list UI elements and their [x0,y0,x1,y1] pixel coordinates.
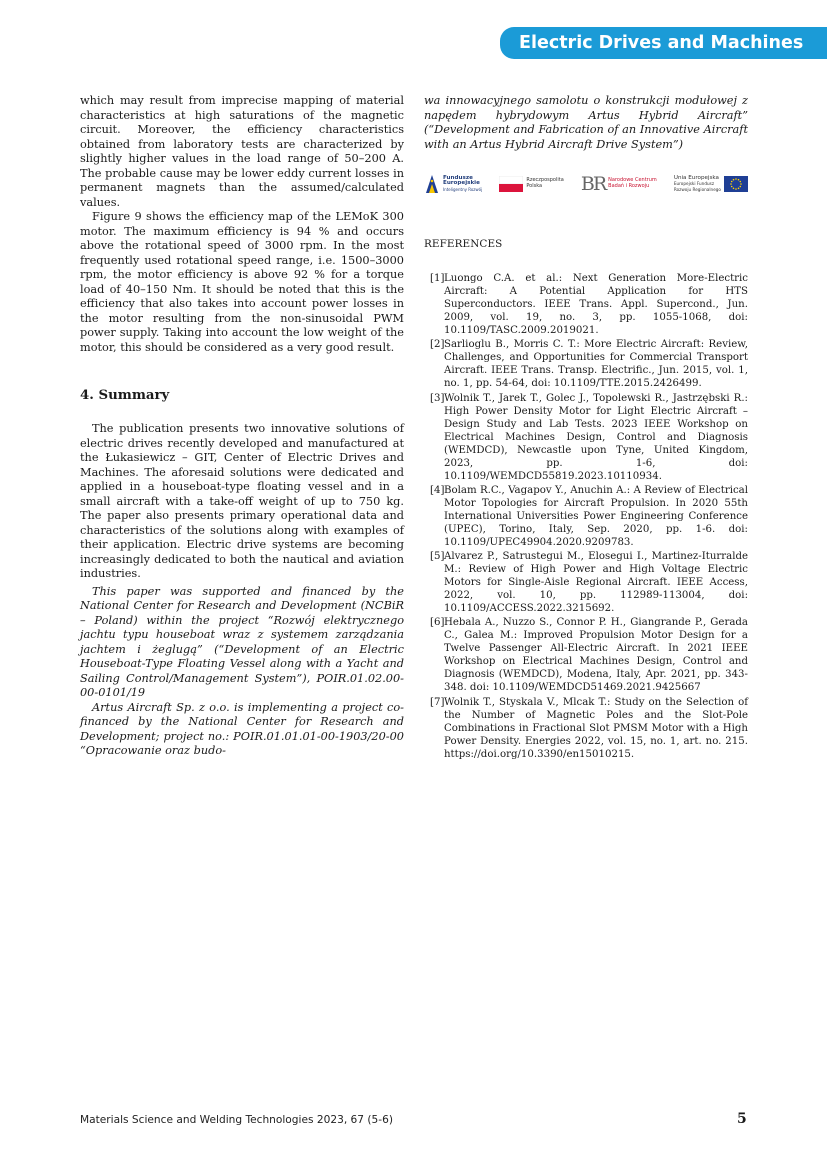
fundusze-europejskie-icon [424,173,440,195]
funding-logos [424,169,748,199]
reference-item [424,550,748,615]
eu-flag-icon [724,176,748,192]
reference-text: Luongo C.A. et al.: Next Generation More-Electric Aircraft: A Potential Application for HTS Superconductors. IEEE Trans. Appl. Supercond., Jun. 2009, vol. 19, no. 3, pp. 1055-1068, doi: 10.1109/TASC.2009.2019021. [444,273,748,336]
references-title: REFERENCES [424,238,503,250]
reference-text: Bolam R.C., Vagapov Y., Anuchin A.: A Review of Electrical Motor Topologies for Aircraft Propulsion. In 2020 55th International Universities Power Engineering Conference (UPEC), Torino, Italy, Sep. 2020, pp. 1-6. doi: 10.1109/UPEC49904.2020.9209783. [444,484,748,548]
rzeczpospolita-polska-logo: Rzeczpospolita Polska [499,176,563,192]
acknowledgement-paragraph: Artus Aircraft Sp. z o.o. is implementing a project co-financed by the National Center for Research and Development; project no.: POIR.01.01.01-00-1903/20-00 “Opracowanie oraz budo- [80,700,404,757]
reference-number: [6] [430,617,445,629]
body-paragraph: which may result from imprecise mapping of material characteristics at high saturations of the magnetic circuit. Moreover, the efficiency characteristics obtained from laboratory tests are characterized by slightly higher values in the load range of 50–200 A. The probable cause may be lower eddy current losses in permanent magnets than the assumed/calculated values. [80,94,404,209]
reference-item [424,616,748,694]
reference-number: [4] [430,484,445,496]
section-header-tab: Electric Drives and Machines [500,27,827,59]
left-column [80,94,404,759]
reference-number: [5] [430,551,445,563]
reference-number: [7] [430,696,445,708]
fundusze-europejskie-logo: Fundusze Europejskie Inteligentny Rozwój [424,173,482,195]
reference-number: [2] [430,339,445,351]
summary-paragraph: The publication presents two innovative solutions of electric drives recently developed and manufactured at the Łukasiewicz – GIT, Center of Electric Drives and Machines. The aforesaid solutions were dedicated and applied in a houseboat-type floating vessel and in a small aircraft with a take-off weight of up to 750 kg. The paper also presents primary operational data and characteristics of the solutions along with examples of their application. Electric drive systems are becoming increasingly dedicated to both the nautical and aviation industries. [80,422,404,580]
ncbr-mark: BR [580,173,606,195]
polish-flag-icon [499,176,523,192]
reference-item [424,484,748,549]
summary-heading: 4. Summary [80,388,170,403]
unia-europejska-logo: Unia Europejska Europejski Fundusz Rozwoju Regionalnego [674,176,748,193]
reference-number: [3] [430,392,445,404]
reference-text: Sarlioglu B., Morris C. T.: More Electric Aircraft: Review, Challenges, and Opportunities for Commercial Transport Aircraft. IEEE Trans. Transp. Electrific., Jun. 2015, vol. 1, no. 1, pp. 54-64, doi: 10.1109/TTE.2015.2426499. [444,339,748,390]
reference-text: Hebala A., Nuzzo S., Connor P. H., Giangrande P., Gerada C., Galea M.: Improved Propulsion Motor Design for a Twelve Passenger All-Electric Aircraft. In 2021 IEEE Workshop on Electrical Machines Design, Control and Diagnosis (WEMDCD), Modena, Italy, Apr. 2021, pp. 343-348. doi: 10.1109/WEMDCD51469.2021.9425667 [444,617,748,694]
body-paragraph: Figure 9 shows the efficiency map of the LEMoK 300 motor. The maximum efficiency is 94 % and occurs above the rotational speed of 3000 rpm. In the most frequently used rotational speed range, i.e. 1500–3000 rpm, the motor efficiency is above 92 % for a torque load of 40–150 Nm. It should be noted that this is the efficiency that also takes into account power losses in the motor resulting from the non-sinusoidal PWM power supply. Taking into account the low weight of the motor, this should be considered as a very good result. [80,210,404,354]
acknowledgement-paragraph: This paper was supported and financed by the National Center for Research and Development (NCBiR – Poland) within the project “Rozwój elektrycznego jachtu typu houseboat wraz z systemem zarządzania jachtem i żeglugą” (“Development of an Electric Houseboat-Type Floating Vessel along with a Yacht and Sailing Control/Management System”), POIR.01.02.00-00-0101/19 [80,584,404,699]
references-list [424,272,748,762]
reference-item [424,272,748,337]
reference-text: Wolnik T., Styskala V., Mlcak T.: Study on the Selection of the Number of Magnetic Poles and the Slot-Pole Combinations in Fractional Slot PMSM Motor with a High Power Density. Energies 2022, vol. 15, no. 1, art. no. 215. https://doi.org/10.3390/en15010215. [444,696,748,760]
page-number: 5 [737,1111,747,1127]
acknowledgement-continuation: wa innowacyjnego samolotu o konstrukcji modułowej z napędem hybrydowym Artus Hybrid Aircraft” (“Development and Fabrication of an Innovative Aircraft with an Artus Hybrid Aircraft Drive System”) [424,94,748,151]
ncbr-logo: BR Narodowe Centrum Badań i Rozwoju [580,173,657,195]
journal-footer: Materials Science and Welding Technologies 2023, 67 (5-6) [80,1114,393,1126]
reference-item [424,338,748,390]
reference-item [424,696,748,761]
reference-text: Wolnik T., Jarek T., Golec J., Topolewski R., Jastrzębski R.: High Power Density Motor for Light Electric Aircraft – Design Study and Lab Tests. 2023 IEEE Workshop on Electrical Machines Design, Control and Diagnosis (WEMDCD), Newcastle upon Tyne, United Kingdom, 2023, pp. 1-6, doi: 10.1109/WEMDCD55819.2023.10110934. [444,392,748,482]
reference-text: Alvarez P., Satrustegui M., Elosegui I., Martinez-Iturralde M.: Review of High Power and High Voltage Electric Motors for Single-Aisle Regional Aircraft. IEEE Access, 2022, vol. 10, pp. 112989-113004, doi: 10.1109/ACCESS.2022.3215692. [444,551,748,615]
reference-item [424,392,748,483]
right-column [424,94,748,152]
reference-number: [1] [430,273,445,284]
